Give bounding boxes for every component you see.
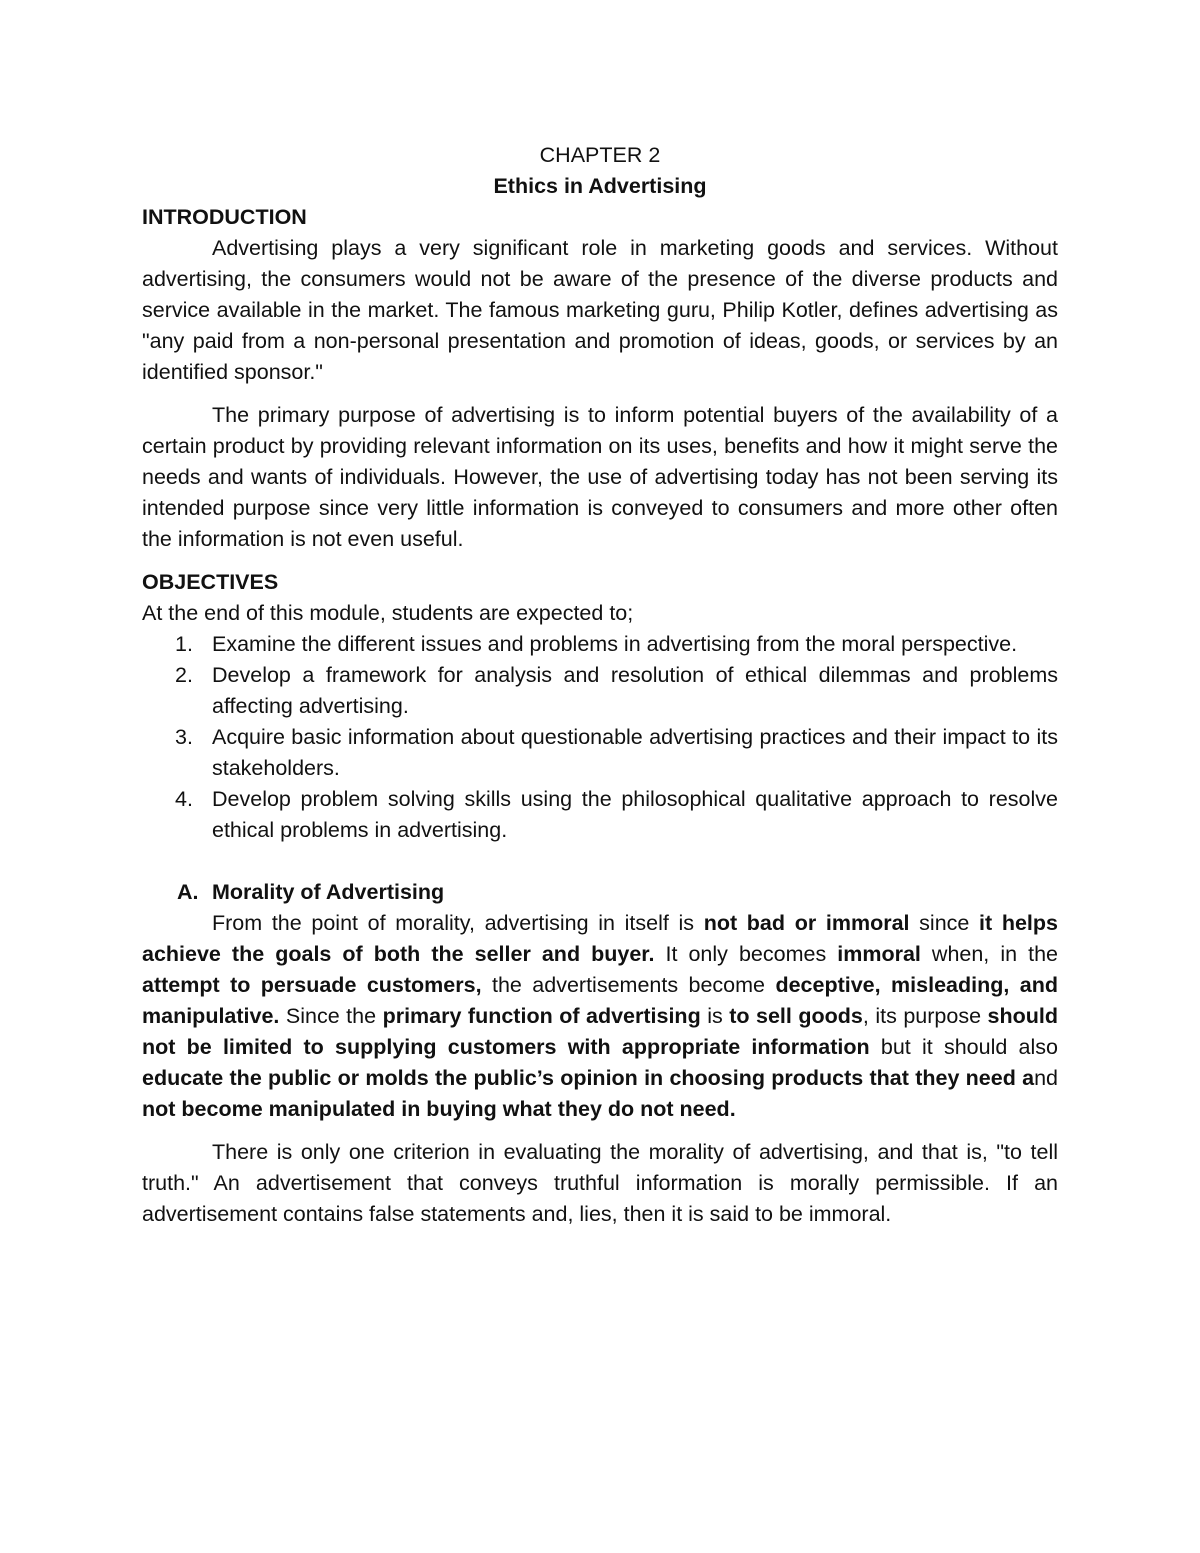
document-page — [142, 140, 1058, 1230]
list-item-number: 1. — [175, 632, 193, 656]
list-item-number: 3. — [175, 725, 193, 749]
list-item-text: Acquire basic information about questionable advertising practices and their impact to its stakeholders. — [212, 725, 1058, 780]
bold-segment: attempt to persuade customers, — [142, 973, 482, 997]
bold-segment: should not be limited to supplying customers with appropriate information — [142, 1004, 1058, 1059]
morality-heading — [142, 877, 1058, 908]
text-segment: since — [909, 911, 980, 935]
list-item-text: Develop a framework for analysis and resolution of ethical dilemmas and problems affecting advertising. — [212, 663, 1058, 718]
morality-heading-text: Morality of Advertising — [212, 880, 445, 904]
chapter-title: Ethics in Advertising — [493, 174, 707, 198]
introduction-paragraph-1: Advertising plays a very significant role in marketing goods and services. Without advertising, the consumers would not be aware of the presence of the diverse products and service available in the market. The famous marketing guru, Philip Kotler, defines advertising as "any paid from a non-personal presentation and promotion of ideas, goods, or services by an identified sponsor." — [142, 236, 1058, 384]
morality-paragraph-2: There is only one criterion in evaluating the morality of advertising, and that is, "to tell truth." An advertisement that conveys truthful information is morally permissible. If an advertisement contains false statements and, lies, then it is said to be immoral. — [142, 1140, 1058, 1226]
bold-segment: primary function of advertising — [382, 1004, 701, 1028]
list-item-number: 2. — [175, 663, 193, 687]
chapter-number: CHAPTER 2 — [539, 143, 661, 167]
spacer — [142, 388, 1058, 400]
morality-heading-letter: A. — [177, 880, 199, 904]
text-segment: From the point of morality, advertising in itself is — [212, 911, 704, 935]
list-item — [175, 660, 1058, 722]
bold-segment: it helps achieve the goals of both the seller and buyer. — [142, 911, 1058, 966]
list-item — [175, 722, 1058, 784]
objectives-list — [142, 629, 1058, 846]
text-segment: but it should also — [869, 1035, 1058, 1059]
list-item — [175, 784, 1058, 846]
bold-segment: deceptive, misleading, and manipulative. — [142, 973, 1058, 1028]
spacer — [142, 1125, 1058, 1137]
bold-segment: immoral — [837, 942, 921, 966]
objectives-intro: At the end of this module, students are expected to; — [142, 601, 634, 625]
bold-segment: to sell goods — [729, 1004, 863, 1028]
list-item-text: Examine the different issues and problems in advertising from the moral perspective. — [212, 632, 1018, 656]
list-item — [175, 629, 1058, 660]
morality-paragraph-1 — [142, 908, 1058, 1125]
text-segment: It only becomes — [654, 942, 838, 966]
text-segment: Since the — [279, 1004, 383, 1028]
introduction-paragraph-2: The primary purpose of advertising is to inform potential buyers of the availability of a certain product by providing relevant information on its uses, benefits and how it might serve the needs and wants of individuals. However, the use of advertising today has not been serving its intended purpose since very little information is conveyed to consumers and more other often the information is not even useful. — [142, 403, 1058, 551]
spacer — [142, 555, 1058, 567]
bold-segment: educate the public or molds the public’s opinion in choosing products that they need a — [142, 1066, 1035, 1090]
text-segment: is — [700, 1004, 730, 1028]
text-segment: the advertisements become — [481, 973, 776, 997]
text-segment: nd — [1034, 1066, 1058, 1090]
text-segment: when, in the — [920, 942, 1058, 966]
bold-segment: not become manipulated in buying what they do not need. — [142, 1097, 736, 1121]
list-item-number: 4. — [175, 787, 193, 811]
spacer — [142, 846, 1058, 877]
introduction-heading: INTRODUCTION — [142, 205, 307, 229]
text-segment: , its purpose — [862, 1004, 988, 1028]
list-item-text: Develop problem solving skills using the philosophical qualitative approach to resolve ethical problems in advertising. — [212, 787, 1058, 842]
objectives-heading: OBJECTIVES — [142, 570, 279, 594]
bold-segment: not bad or immoral — [703, 911, 910, 935]
